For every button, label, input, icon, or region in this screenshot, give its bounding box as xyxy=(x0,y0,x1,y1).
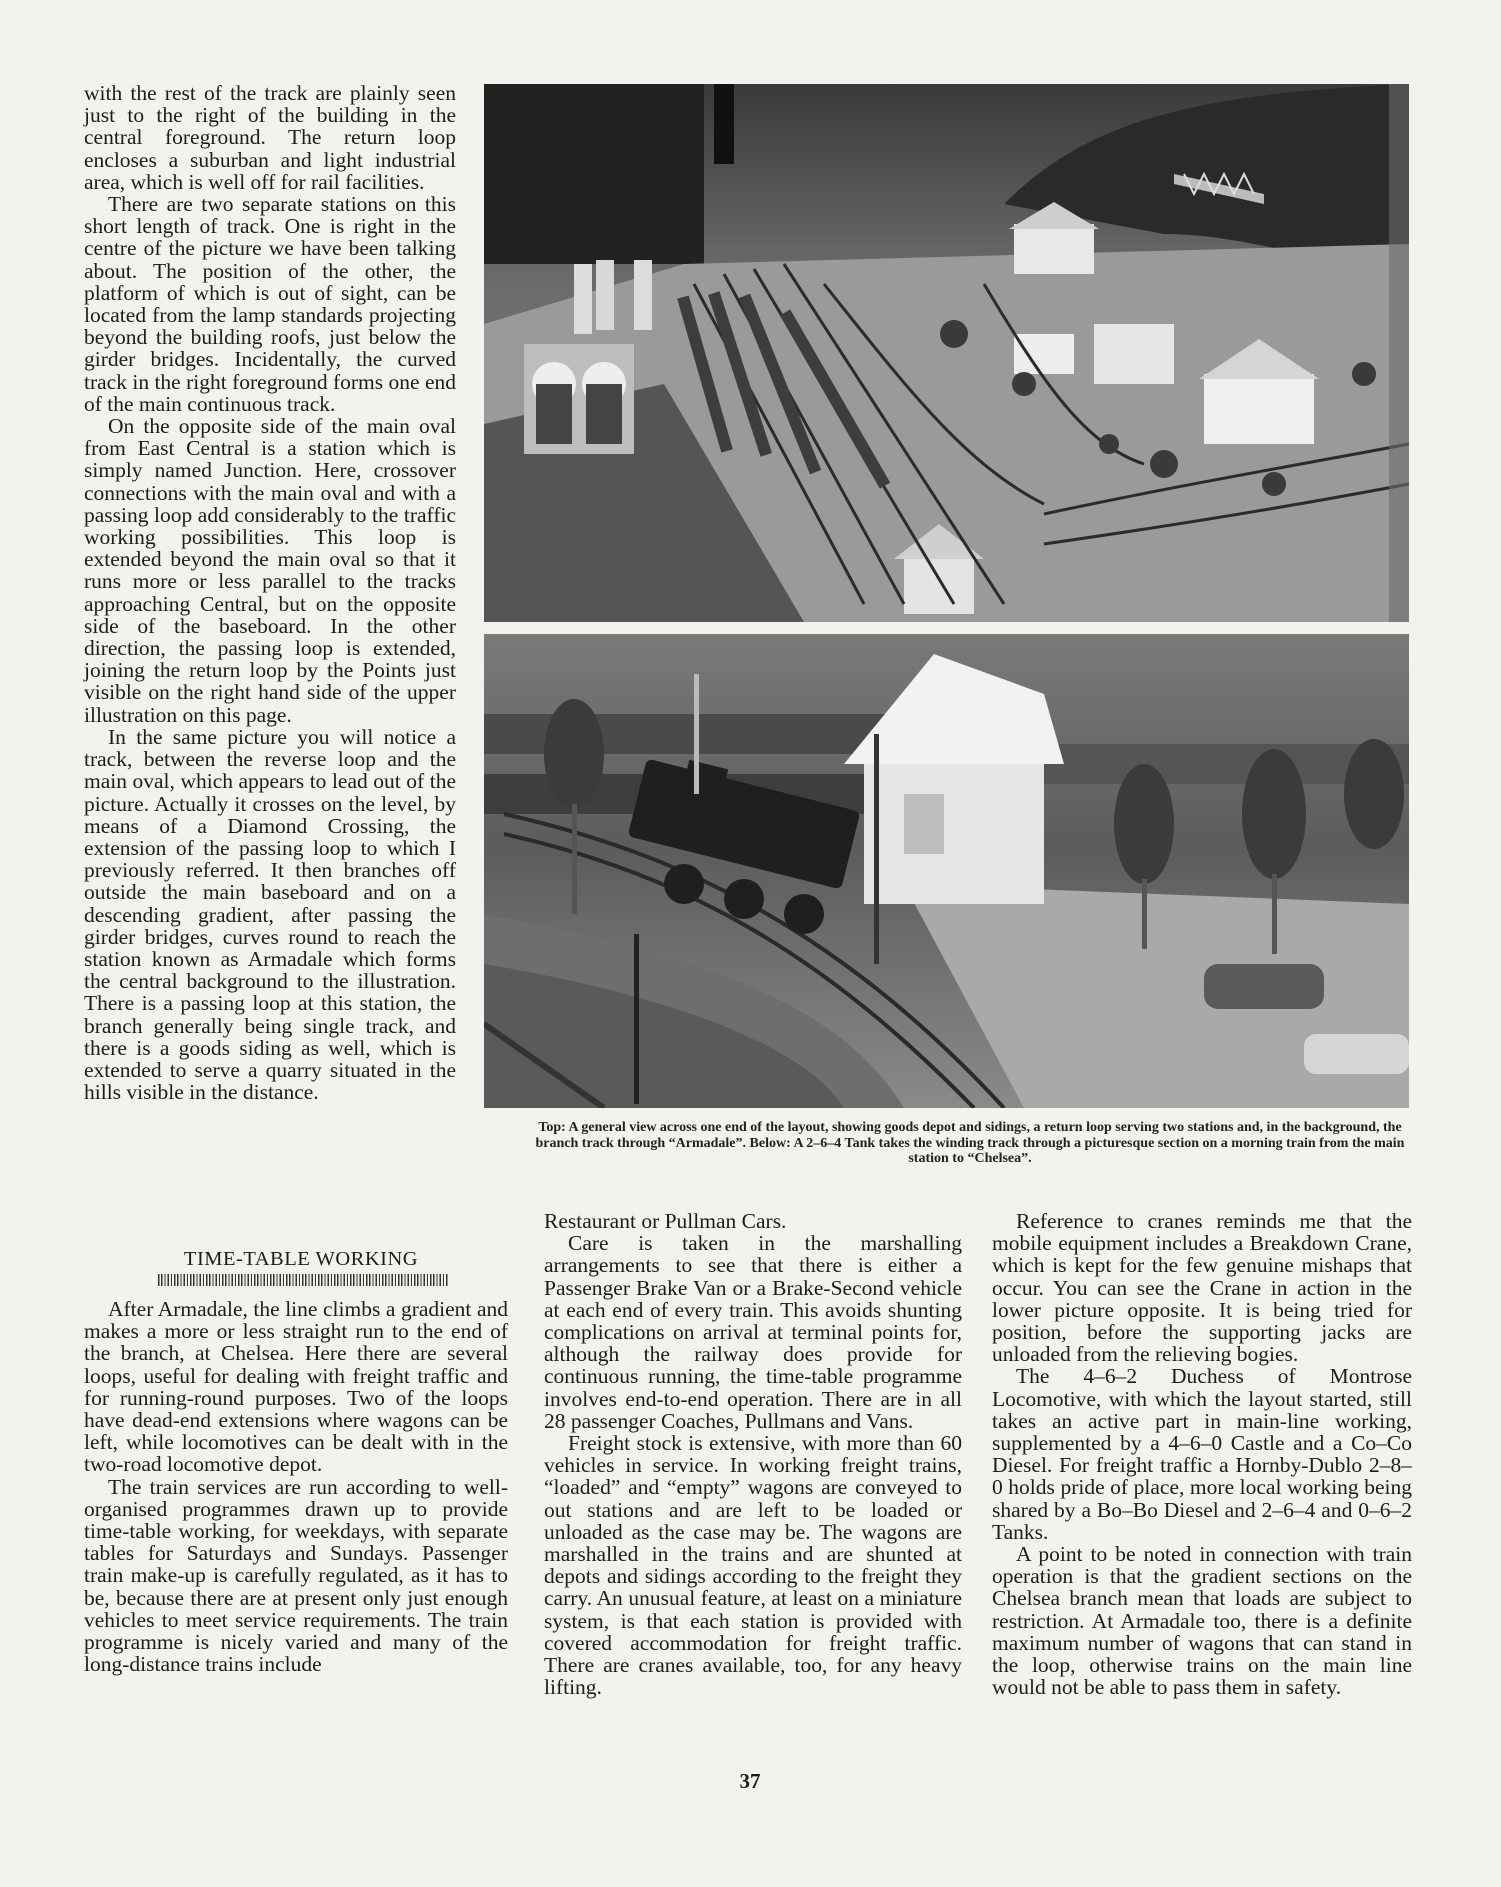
section-heading: TIME-TABLE WORKING xyxy=(183,1248,419,1270)
paragraph: Restaurant or Pullman Cars. xyxy=(544,1209,787,1233)
tank-locomotive-photo xyxy=(484,634,1409,1108)
layout-overview-photo xyxy=(484,84,1409,622)
paragraph: Reference to cranes reminds me that the mobile equipment includes a Breakdown Crane, which is kept for the few genuine mishaps that occur. You can see the Crane in action in the lower picture opposite. It is being tried for position, before the supporting jacks are unloaded from the relieving bogies. xyxy=(992,1209,1412,1367)
left-column-upper xyxy=(84,82,456,1103)
middle-column xyxy=(544,1210,962,1698)
paragraph: The 4–6–2 Duchess of Montrose Locomotive, with which the layout started, still takes an active part in main-line working, supplemented by a 4–6–0 Castle and a Co–Co Diesel. For freight traffic a Hornby-Dublo 2–8–0 holds pride of place, more local working being shared by a Bo–Bo Diesel and 2–6–4 and 0–6–2 Tanks. xyxy=(992,1364,1412,1544)
figure-caption: Top: A general view across one end of the layout, showing goods depot and sidings, a return loop serving two stations and, in the background, the branch track through “Armadale”. Below: A 2–6–4 Tank takes the winding track through a picturesque section on a morning train from the main station to “Chelsea”. xyxy=(535,1120,1405,1166)
paragraph: Care is taken in the marshalling arrangements to see that there is either a Passenger Brake Van or a Brake-Second vehicle at each end of every train. This avoids shunting complications on arrival at terminal points for, although the railway does provide for continuous running, the time-table programme involves end-to-end operation. There are in all 28 passenger Coaches, Pullmans and Vans. xyxy=(544,1231,962,1433)
left-column-lower xyxy=(84,1298,508,1675)
paragraph: After Armadale, the line climbs a gradient and makes a more or less straight run to the end of the branch, at Chelsea. Here there are several loops, useful for dealing with freight traffic and for running-round purposes. Two of the loops have dead-end extensions where wagons can be left, while locomotives can be dealt with in the two-road locomotive depot. xyxy=(84,1297,508,1477)
paragraph: The train services are run according to well-organised programmes drawn up to provide time-table working, for weekdays, with separate tables for Saturdays and Sundays. Passenger train make-up is carefully regulated, as it has to be, because there are at present only just enough vehicles to meet service requirements. The train programme is nicely varied and many of the long-distance trains include xyxy=(84,1474,508,1677)
paragraph: On the opposite side of the main oval from East Central is a station which is simply named Junction. Here, crossover connections with the main oval and with a passing loop add considerably to the traffic working possibilities. This loop is extended beyond the main oval so that it runs more or less parallel to the tracks approaching Central, but on the opposite side of the baseboard. In the other direction, the passing loop is extended, joining the return loop by the Points just visible on the right hand side of the upper illustration on this page. xyxy=(84,414,456,727)
paragraph: A point to be noted in connection with train operation is that the gradient sections on the Chelsea branch mean that loads are subject to restriction. At Armadale too, there is a definite maximum number of wagons that can stand in the loop, otherwise trains on the main line would not be able to pass them in safety. xyxy=(992,1542,1412,1700)
paragraph: In the same picture you will notice a track, between the reverse loop and the main oval, which appears to lead out of the picture. Actually it crosses on the level, by means of a Diamond Crossing, the extension of the passing loop to which I previously referred. It then branches off outside the main baseboard and on a descending gradient, after passing the girder bridges, curves round to reach the station known as Armadale which forms the central background to the illustration. There is a passing loop at this station, the branch generally being single track, and there is a goods siding as well, which is extended to serve a quarry situated in the hills visible in the distance. xyxy=(84,724,456,1105)
paragraph: with the rest of the track are plainly seen just to the right of the building in the central foreground. The return loop encloses a suburban and light industrial area, which is well off for rail facilities. xyxy=(84,81,456,194)
paragraph: There are two separate stations on this short length of track. One is right in the centre of the picture we have been talking about. The position of the other, the platform of which is out of sight, can be located from the lamp standards projecting beyond the building roofs, just below the girder bridges. Incidentally, the curved track in the right foreground forms one end of the main continuous track. xyxy=(84,192,456,416)
paragraph: Freight stock is extensive, with more than 60 vehicles in service. In working freight trains, “loaded” and “empty” wagons are conveyed to out stations and are left to be loaded or unloaded as the case may be. The wagons are marshalled in the trains and are shunted at depots and sidings according to the freight they carry. An unusual feature, at least on a miniature system, is that each station is provided with covered accommodation for freight traffic. There are cranes available, too, for any heavy lifting. xyxy=(544,1431,962,1700)
page-number: 37 xyxy=(739,1769,761,1793)
right-column xyxy=(992,1210,1412,1698)
heading-rule xyxy=(158,1274,448,1286)
